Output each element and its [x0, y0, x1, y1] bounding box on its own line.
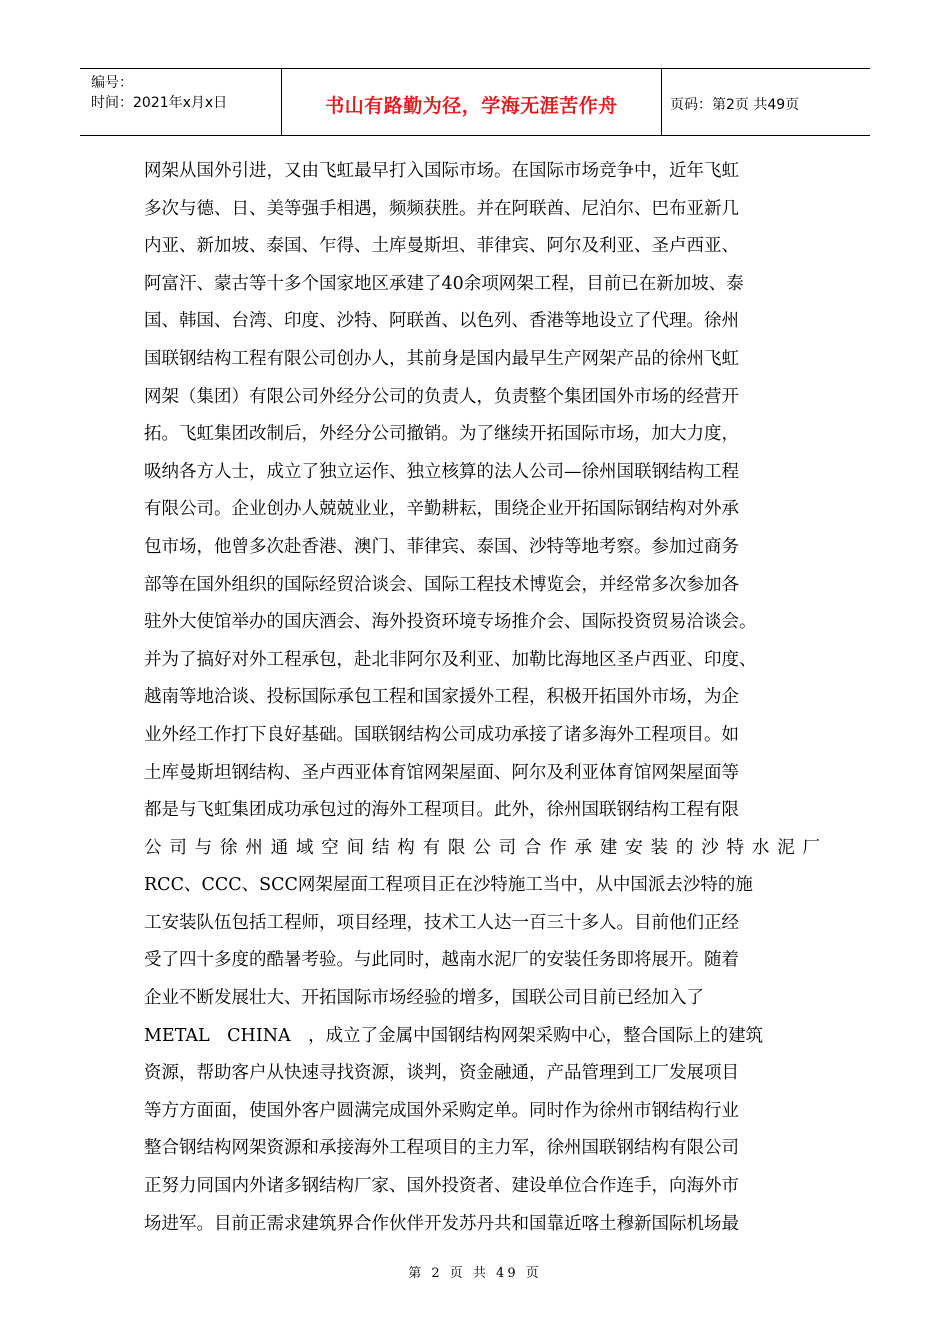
document-body — [144, 153, 820, 1243]
body-line: 受了四十多度的酷暑考验。与此同时，越南水泥厂的安装任务即将展开。随着 — [144, 950, 739, 971]
body-line: 公司与徐州通域空间结构有限公司合作承建安装的沙特水泥厂 — [144, 837, 820, 858]
header-meta — [80, 69, 282, 135]
body-line: 驻外大使馆举办的国庆酒会、海外投资环境专场推介会、国际投资贸易洽谈会。 — [144, 612, 757, 633]
serial-number-label: 编号： — [91, 75, 133, 91]
header-motto-cell — [282, 69, 662, 135]
page-header — [80, 68, 870, 136]
body-line: 越南等地洽谈、投标国际承包工程和国家援外工程，积极开拓国外市场，为企 — [144, 687, 739, 708]
body-line: 吸纳各方人士，成立了独立运作、独立核算的法人公司—徐州国联钢结构工程 — [144, 461, 739, 482]
body-line: 等方方面面，使国外客户圆满完成国外采购定单。同时作为徐州市钢结构行业 — [144, 1100, 739, 1121]
body-line: METAL CHINA ，成立了金属中国钢结构网架采购中心，整合国际上的建筑 — [144, 1025, 764, 1046]
body-line: 整合钢结构网架资源和承接海外工程项目的主力军，徐州国联钢结构有限公司 — [144, 1138, 739, 1159]
body-line: 多次与德、日、美等强手相遇，频频获胜。并在阿联酋、尼泊尔、巴布亚新几 — [144, 198, 739, 219]
page-footer: 第 2 页 共 49 页 — [408, 1266, 542, 1281]
body-line: 资源，帮助客户从快速寻找资源，谈判，资金融通，产品管理到工厂发展项目 — [144, 1063, 739, 1084]
body-line: 正努力同国内外诸多钢结构厂家、国外投资者、建设单位合作连手，向海外市 — [144, 1176, 739, 1197]
body-line: 业外经工作打下良好基础。国联钢结构公司成功承接了诸多海外工程项目。如 — [144, 724, 739, 745]
body-line: 国联钢结构工程有限公司创办人，其前身是国内最早生产网架产品的徐州飞虹 — [144, 348, 739, 369]
body-line: 部等在国外组织的国际经贸洽谈会、国际工程技术博览会，并经常多次参加各 — [144, 574, 739, 595]
date-label: 时间：2021年x月x日 — [91, 95, 228, 111]
body-line: 内亚、新加坡、泰国、乍得、土库曼斯坦、菲律宾、阿尔及利亚、圣卢西亚、 — [144, 236, 739, 257]
header-page-code — [662, 69, 870, 135]
motto-text: 书山有路勤为径，学海无涯苦作舟 — [325, 94, 618, 117]
body-line: 阿富汗、蒙古等十多个国家地区承建了40余项网架工程，目前已在新加坡、泰 — [144, 273, 744, 294]
body-line: 并为了搞好对外工程承包，赴北非阿尔及利亚、加勒比海地区圣卢西亚、印度、 — [144, 649, 757, 670]
body-line: 有限公司。企业创办人兢兢业业，辛勤耕耘，围绕企业开拓国际钢结构对外承 — [144, 499, 739, 520]
body-line: 网架从国外引进，又由飞虹最早打入国际市场。在国际市场竞争中，近年飞虹 — [144, 161, 739, 181]
body-line: 企业不断发展壮大、开拓国际市场经验的增多，国联公司目前已经加入了 — [144, 988, 704, 1009]
body-line: 国、韩国、台湾、印度、沙特、阿联酋、以色列、香港等地设立了代理。徐州 — [144, 311, 739, 332]
body-line: 工安装队伍包括工程师，项目经理，技术工人达一百三十多人。目前他们正经 — [144, 912, 739, 933]
body-line: 土库曼斯坦钢结构、圣卢西亚体育馆网架屋面、阿尔及利亚体育馆网架屋面等 — [144, 762, 739, 783]
body-line: 场进军。目前正需求建筑界合作伙伴开发苏丹共和国靠近喀土穆新国际机场最 — [144, 1213, 739, 1234]
page-code-text: 页码：第2页 共49页 — [670, 97, 800, 113]
body-line: 网架（集团）有限公司外经分公司的负责人，负责整个集团国外市场的经营开 — [144, 386, 739, 407]
body-line: 都是与飞虹集团成功承包过的海外工程项目。此外，徐州国联钢结构工程有限 — [144, 800, 739, 821]
body-line: 包市场，他曾多次赴香港、澳门、菲律宾、泰国、沙特等地考察。参加过商务 — [144, 536, 739, 557]
body-line: 拓。飞虹集团改制后，外经分公司撤销。为了继续开拓国际市场，加大力度， — [144, 424, 739, 445]
body-line: RCC、CCC、SCC网架屋面工程项目正在沙特施工当中，从中国派去沙特的施 — [144, 875, 753, 896]
